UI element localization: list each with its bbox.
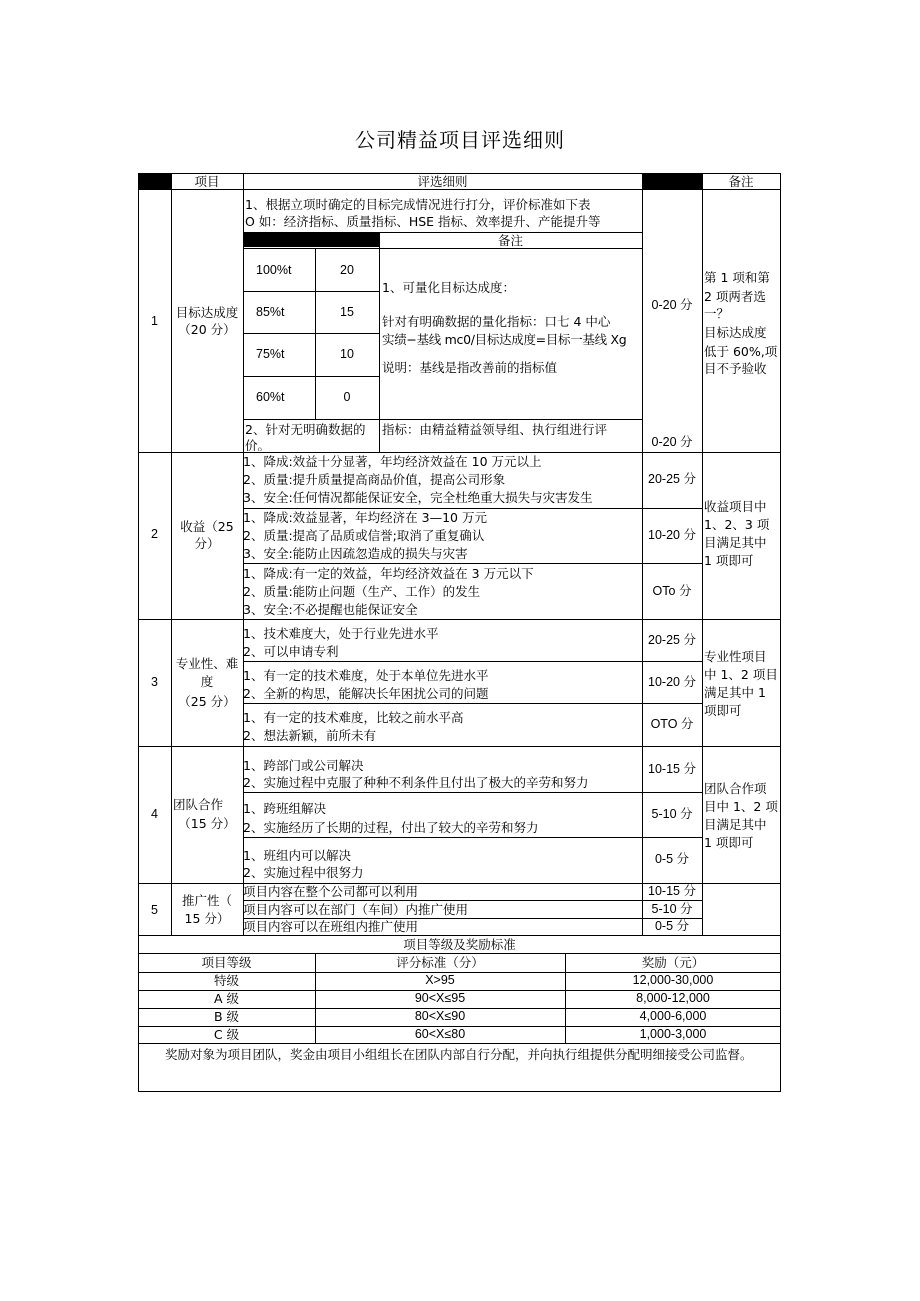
rate-score: 20 [340,263,354,277]
item-name: 15 分） [184,911,230,926]
reward-header: 项目等级 [201,955,252,970]
criteria-text: 1、有一定的技术难度，比较之前水平高 [243,710,464,725]
row-number: 5 [151,903,158,917]
note-text: 低于 60%,项 [704,344,778,359]
criteria-text: 2、质量:提高了品质或信誉;取消了重复确认 [243,528,485,543]
note-text: 第 1 项和第 [704,270,770,285]
score-range: 0-20 分 [651,298,693,312]
criteria-text: 2、实施经历了长期的过程，付出了较大的辛劳和努力 [243,820,539,835]
criteria-text: 1、降成:效益十分显著，年均经济效益在 10 万元以上 [243,454,542,469]
note-text: 目标达成度 [704,325,767,340]
criteria-text: 1、班组内可以解决 [243,848,351,863]
note-text: 目不予验收 [704,361,767,376]
item-name: 推广性（ [181,893,232,908]
score-range: 10-20 分 [648,528,696,542]
note-text: 中 1、2 项目 [704,667,778,682]
note-text: 1、2、3 项 [704,517,770,532]
note-text: 目满足其中 [704,535,767,550]
score-range: 10-15 分 [648,884,696,898]
rate-score: 0 [343,390,351,404]
note-text: 满足其中 1 [704,685,766,700]
criteria-text: 3、安全:任何情况都能保证安全，完全杜绝重大损失与灾害发生 [243,490,593,505]
criteria-text: 2、质量:提升质量提高商品价值，提高公司形象 [243,472,506,487]
header-item: 项目 [194,174,220,189]
rate-score: 10 [340,347,354,361]
score-range: 0-5 分 [654,852,690,866]
inner-note-text: 实绩−基线 mc0∕目标达成度=目标一基线 Xg [382,332,627,347]
note-text: 专业性项目 [704,649,767,664]
inner-note-text: 说明：基线是指改善前的指标值 [382,360,558,375]
criteria-text: 2、实施过程中克服了种种不利条件且付出了极大的辛劳和努力 [243,775,589,790]
reward-amount: 8,000-12,000 [636,991,710,1005]
item-name: 收益（25 [180,519,234,534]
inner-note-header: 备注 [497,233,523,248]
criteria-text: 项目内容可以在班组内推广使用 [243,919,419,934]
reward-score-range: 80<X≤90 [414,1009,466,1023]
reward-amount: 1,000-3,000 [639,1027,707,1041]
score-range: 5-10 分 [651,807,693,821]
item-name: （20 分） [178,322,236,337]
score-range: 0-5 分 [654,919,690,933]
note-text: 目中 1、2 项 [704,799,778,814]
criteria-text: 2、想法新颖，前所未有 [243,728,376,743]
reward-score-range: 90<X≤95 [414,991,466,1005]
note-text: 一？ [704,306,730,321]
rate-score: 15 [340,305,354,319]
score-range: 10-20 分 [648,675,696,689]
criteria-text: 3、安全:能防止因疏忽造成的损失与灾害 [243,546,468,561]
score-range: 5-10 分 [651,902,693,916]
note-text: 收益项目中 [704,499,767,514]
item-name: 团队合作 [173,797,224,812]
criteria-text: 1、跨部门或公司解决 [243,758,364,773]
criteria-text: 2、全新的构思，能解决长年困扰公司的问题 [243,686,489,701]
criteria-text: 1、根据立项时确定的目标完成情况进行打分，评价标准如下表 [245,197,591,212]
reward-title: 项目等级及奖励标准 [403,937,516,952]
reward-header: 评分标准（分） [396,955,484,970]
criteria-text: 2、针对无明确数据的 [245,422,366,437]
rate-value: 75%t [256,347,285,361]
item-name: 专业性、难 [175,656,239,671]
item-name: （15 分） [178,816,236,831]
inner-note-text: 针对有明确数据的量化指标：口七 4 中心 [382,314,611,329]
note-text: 项即可 [704,703,742,718]
criteria-text: 指标：由精益精益领导组、执行组进行评 [382,422,608,437]
item-name: （25 分） [178,694,236,709]
inner-note-text: 1、可量化目标达成度： [382,280,515,295]
criteria-text: 1、降成:效益显著，年均经济在 3—10 万元 [243,510,487,525]
inner-header-filled-cell [243,232,380,247]
rate-value: 60%t [256,390,285,404]
reward-header: 奖励（元） [641,955,705,970]
reward-grade: 特级 [213,973,239,988]
criteria-text: 2、实施过程中很努力 [243,865,364,880]
evaluation-table [138,173,781,1092]
reward-amount: 12,000-30,000 [632,973,714,987]
reward-amount: 4,000-6,000 [639,1009,707,1023]
item-name: 目标达成度 [175,305,239,320]
header-filled-cell [642,173,702,189]
header-criteria: 评选细则 [417,174,468,189]
row-number: 2 [151,527,158,541]
score-range: 0-20 分 [651,435,693,449]
item-name: 度 [200,674,214,689]
header-filled-cell [138,173,171,189]
reward-grade: A 级 [213,991,240,1006]
criteria-text: 项目内容可以在部门（车间）内推广使用 [243,902,469,917]
note-text: 1 项即可 [704,553,754,568]
row-number: 3 [151,675,158,689]
criteria-text: 1、降成:有一定的效益，年均经济效益在 3 万元以下 [243,566,534,581]
note-text: 1 项即可 [704,835,754,850]
criteria-text: 3、安全:不必提醒也能保证安全 [243,602,418,617]
note-text: 目满足其中 [704,817,767,832]
criteria-text: 1、有一定的技术难度，处于本单位先进水平 [243,668,489,683]
criteria-text: O 如：经济指标、质量指标、HSE 指标、效率提升、产能提升等 [245,214,601,229]
score-range: 10-15 分 [648,762,696,776]
criteria-text: 项目内容在整个公司都可以利用 [243,884,419,899]
score-range: 20-25 分 [648,633,696,647]
criteria-text: 2、可以申请专利 [243,644,339,659]
reward-grade: C 级 [213,1027,240,1042]
criteria-text: 1、跨班组解决 [243,801,326,816]
reward-footnote: 奖励对象为项目团队，奖金由项目小组组长在团队内部自行分配，并向执行组提供分配明细接受公司监督。 [165,1047,753,1062]
rate-value: 85%t [256,305,285,319]
reward-grade: B 级 [213,1009,240,1024]
criteria-text: 1、技术难度大，处于行业先进水平 [243,626,439,641]
row-number: 1 [151,314,158,328]
score-range: 20-25 分 [648,472,696,486]
criteria-text: 2、质量:能防止问题（生产、工作）的发生 [243,584,481,599]
rate-value: 100%t [256,263,292,277]
score-range: OTo 分 [652,584,692,598]
reward-score-range: 60<X≤80 [414,1027,466,1041]
note-text: 2 项两者选 [704,289,766,304]
header-notes: 备注 [728,174,754,189]
item-name: 分） [194,536,220,551]
score-range: OTO 分 [650,717,694,731]
criteria-text: 价。 [245,438,271,451]
row-number: 4 [151,807,158,821]
reward-score-range: X>95 [425,973,455,987]
page-title: 公司精益项目评选细则 [355,128,565,152]
note-text: 团队合作项 [704,781,767,796]
